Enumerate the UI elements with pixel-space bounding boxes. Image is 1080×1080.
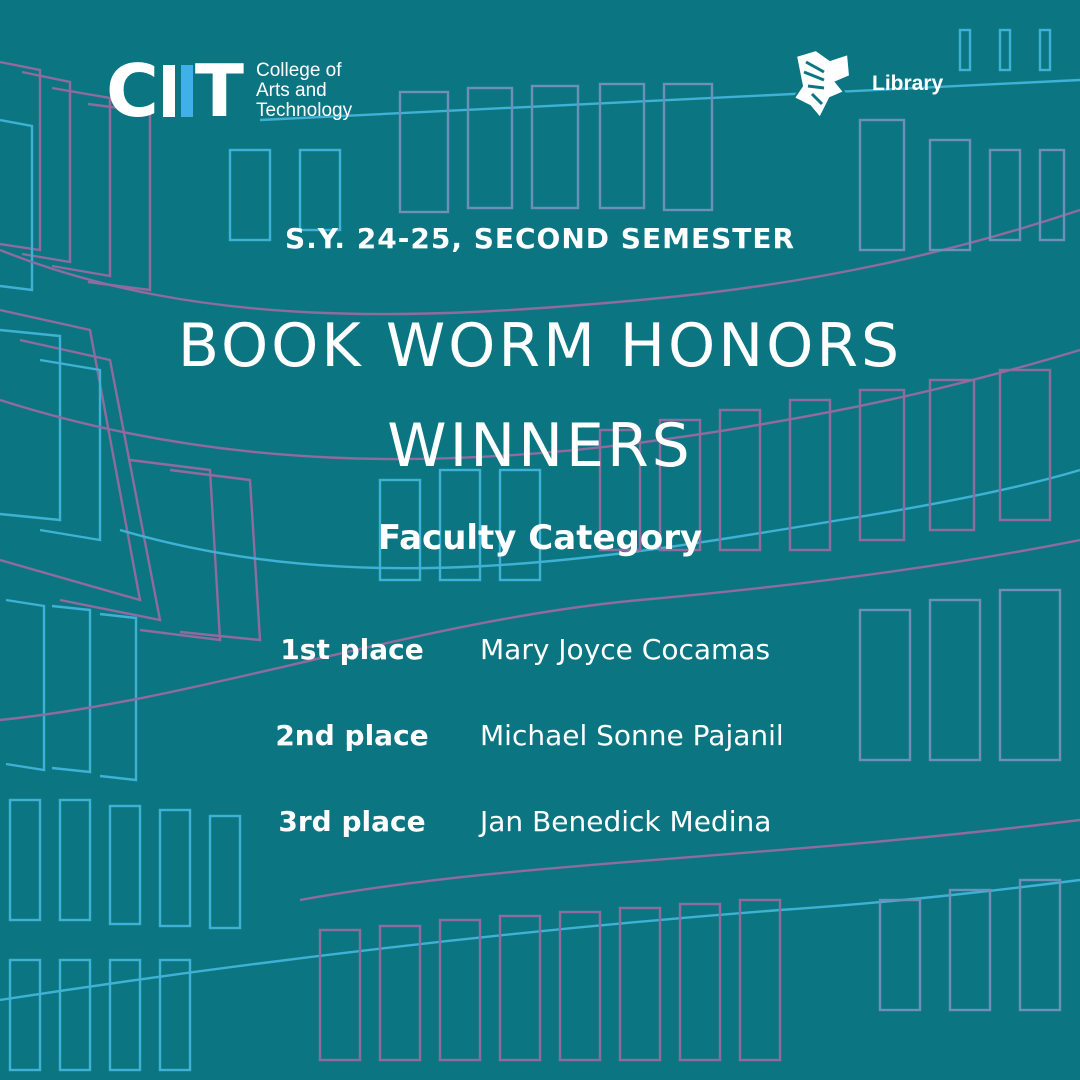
title-line: BOOK WORM HONORS — [177, 311, 903, 381]
page-title — [0, 296, 1080, 496]
library-logo — [790, 46, 943, 122]
ciit-letter-t: T — [194, 49, 244, 133]
ciit-caption — [256, 61, 352, 121]
ciit-caption-line: Arts and — [255, 80, 327, 101]
ciit-letter-i-blue — [181, 65, 193, 117]
winner-row — [0, 711, 1080, 797]
library-label: Library — [872, 72, 944, 95]
semester-heading: S.Y. 24-25, SECOND SEMESTER — [284, 222, 796, 255]
library-book-icon — [790, 46, 854, 122]
ciit-logo — [106, 49, 353, 133]
place-label: 1st place — [280, 633, 424, 666]
ciit-wordmark — [106, 49, 244, 133]
title-line: WINNERS — [387, 411, 693, 481]
ciit-letter-c: C — [106, 49, 157, 133]
winner-name: Mary Joyce Cocamas — [480, 633, 771, 666]
winner-row — [0, 625, 1080, 711]
winner-name: Michael Sonne Pajanil — [480, 719, 784, 752]
winner-row — [0, 797, 1080, 883]
winner-name: Jan Benedick Medina — [480, 805, 772, 838]
place-label: 3rd place — [278, 805, 426, 838]
place-label: 2nd place — [275, 719, 429, 752]
ciit-caption-line: Technology — [255, 100, 353, 121]
ciit-caption-line: College of — [255, 60, 342, 81]
ciit-letter-i-white — [163, 65, 175, 117]
category-heading: Faculty Category — [377, 518, 703, 558]
winners-list — [0, 625, 1080, 883]
